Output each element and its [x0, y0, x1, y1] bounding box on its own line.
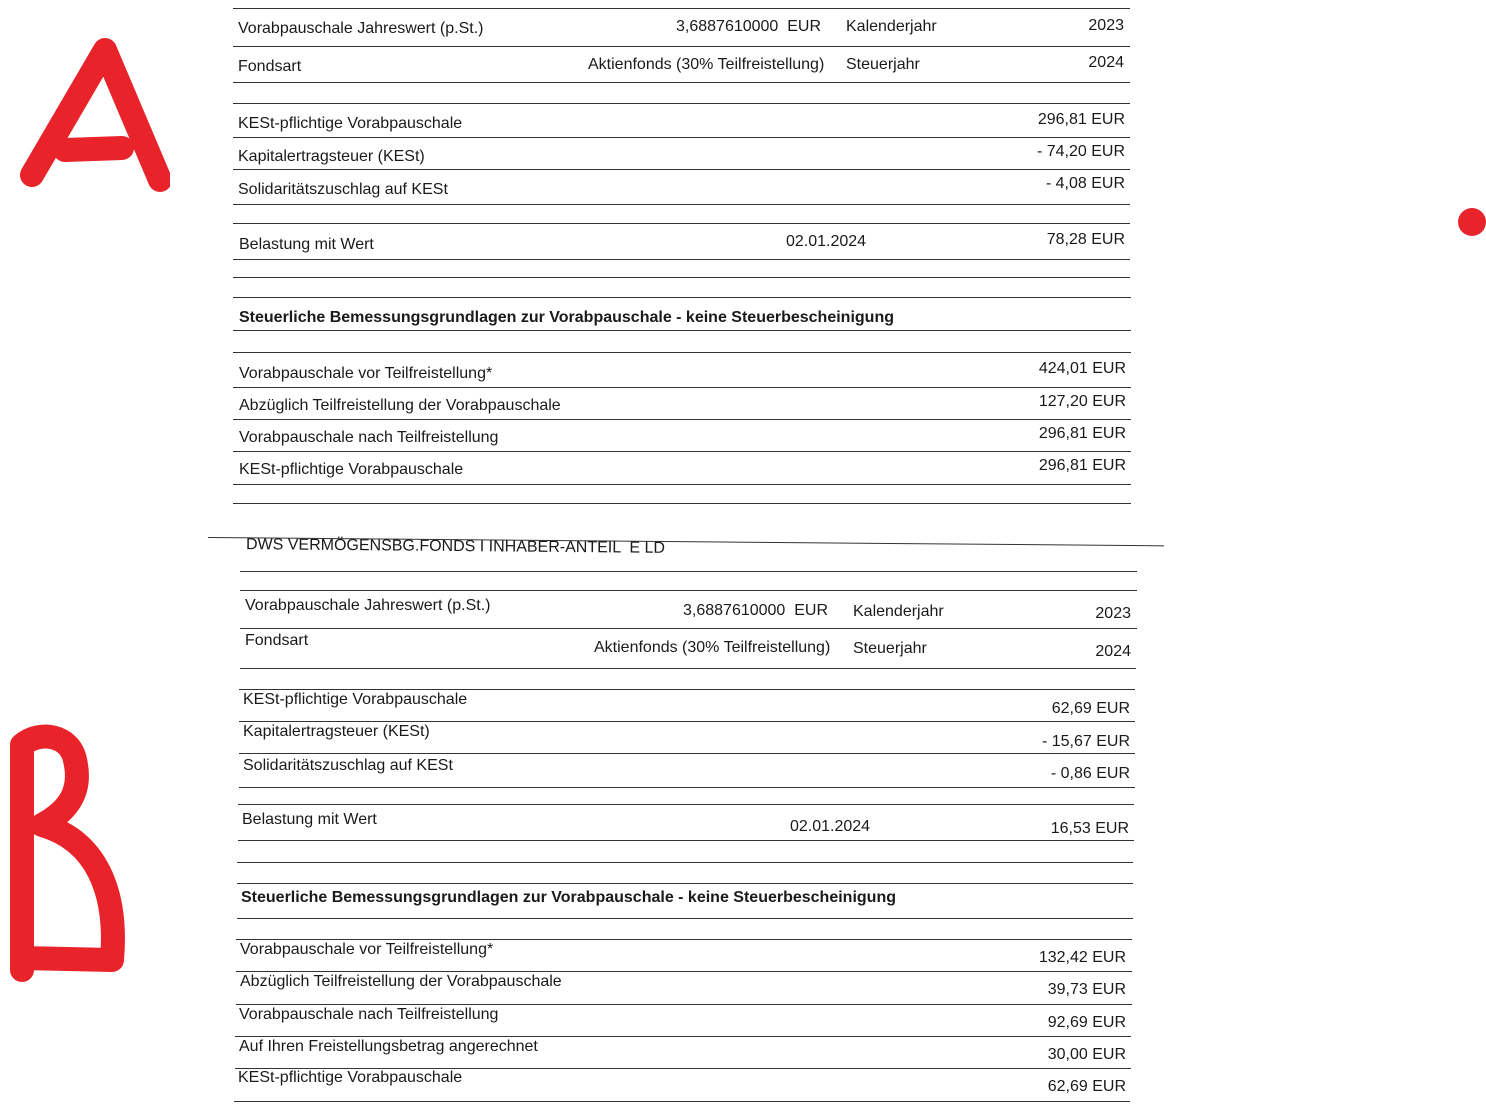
b-basis-label-4: KESt-pflichtige Vorabpauschale — [238, 1069, 463, 1086]
red-dot — [1458, 208, 1486, 236]
a-jahreswert-value: 3,6887610000 EUR — [676, 18, 821, 35]
a-basis-label-0: Vorabpauschale vor Teilfreistellung* — [239, 365, 493, 382]
b-belastung-date: 02.01.2024 — [790, 818, 871, 835]
b-tax-label-0: KESt-pflichtige Vorabpauschale — [243, 691, 468, 708]
b-basis-value-0: 132,42 EUR — [1038, 949, 1126, 966]
b-section-heading: Steuerliche Bemessungsgrundlagen zur Vorabpauschale - keine Steuerbescheinigung — [241, 889, 896, 906]
a-belastung-label: Belastung mit Wert — [239, 236, 374, 253]
a-basis-label-1: Abzüglich Teilfreistellung der Vorabpauschale — [239, 397, 561, 414]
b-kalenderjahr-label: Kalenderjahr — [853, 603, 944, 620]
b-tax-value-0: 62,69 EUR — [1051, 700, 1130, 717]
b-jahreswert-label: Vorabpauschale Jahreswert (p.St.) — [245, 597, 491, 614]
handwritten-marker-b — [0, 720, 150, 990]
b-tax-label-2: Solidaritätszuschlag auf KESt — [243, 757, 453, 774]
a-tax-value-1: - 74,20 EUR — [1036, 143, 1125, 160]
a-belastung-date: 02.01.2024 — [786, 233, 867, 250]
a-tax-value-0: 296,81 EUR — [1037, 111, 1125, 128]
a-kalenderjahr-label: Kalenderjahr — [846, 18, 937, 35]
b-basis-label-3: Auf Ihren Freistellungsbetrag angerechnet — [239, 1038, 538, 1055]
b-kalenderjahr-value: 2023 — [1095, 605, 1131, 622]
a-steuerjahr-label: Steuerjahr — [846, 56, 920, 73]
a-basis-value-0: 424,01 EUR — [1038, 360, 1126, 377]
a-section-heading: Steuerliche Bemessungsgrundlagen zur Vorabpauschale - keine Steuerbescheinigung — [239, 309, 894, 326]
a-fondsart-label: Fondsart — [238, 58, 302, 75]
b-fund-name: DWS VERMÖGENSBG.FONDS I INHABER-ANTEIL E LD — [245, 536, 666, 557]
a-belastung-value: 78,28 EUR — [1046, 231, 1125, 248]
a-tax-label-1: Kapitalertragsteuer (KESt) — [238, 148, 425, 165]
a-basis-label-3: KESt-pflichtige Vorabpauschale — [239, 461, 464, 478]
b-fondsart-value: Aktienfonds (30% Teilfreistellung) — [594, 639, 831, 656]
b-belastung-value: 16,53 EUR — [1050, 820, 1129, 837]
b-tax-value-2: - 0,86 EUR — [1050, 765, 1130, 782]
b-basis-value-2: 92,69 EUR — [1047, 1014, 1126, 1031]
b-basis-value-1: 39,73 EUR — [1047, 981, 1126, 998]
b-basis-value-3: 30,00 EUR — [1047, 1046, 1126, 1063]
a-basis-value-1: 127,20 EUR — [1038, 393, 1126, 410]
b-steuerjahr-value: 2024 — [1095, 643, 1131, 660]
b-fondsart-label: Fondsart — [245, 632, 309, 649]
a-basis-value-2: 296,81 EUR — [1038, 425, 1126, 442]
b-basis-label-0: Vorabpauschale vor Teilfreistellung* — [240, 941, 494, 958]
a-tax-label-2: Solidaritätszuschlag auf KESt — [238, 181, 448, 198]
a-tax-value-2: - 4,08 EUR — [1045, 175, 1125, 192]
b-basis-value-4: 62,69 EUR — [1047, 1078, 1126, 1095]
b-jahreswert-value: 3,6887610000 EUR — [683, 602, 828, 619]
b-tax-value-1: - 15,67 EUR — [1041, 733, 1130, 750]
handwritten-marker-a — [10, 30, 170, 200]
a-tax-label-0: KESt-pflichtige Vorabpauschale — [238, 115, 463, 132]
b-steuerjahr-label: Steuerjahr — [853, 640, 927, 657]
a-kalenderjahr-value: 2023 — [1088, 17, 1124, 34]
a-basis-value-3: 296,81 EUR — [1038, 457, 1126, 474]
b-belastung-label: Belastung mit Wert — [242, 811, 377, 828]
a-fondsart-value: Aktienfonds (30% Teilfreistellung) — [588, 56, 825, 73]
b-basis-label-1: Abzüglich Teilfreistellung der Vorabpauschale — [240, 973, 562, 990]
a-steuerjahr-value: 2024 — [1088, 54, 1124, 71]
a-jahreswert-label: Vorabpauschale Jahreswert (p.St.) — [238, 20, 484, 37]
b-tax-label-1: Kapitalertragsteuer (KESt) — [243, 723, 430, 740]
b-basis-label-2: Vorabpauschale nach Teilfreistellung — [239, 1006, 499, 1023]
a-basis-label-2: Vorabpauschale nach Teilfreistellung — [239, 429, 499, 446]
